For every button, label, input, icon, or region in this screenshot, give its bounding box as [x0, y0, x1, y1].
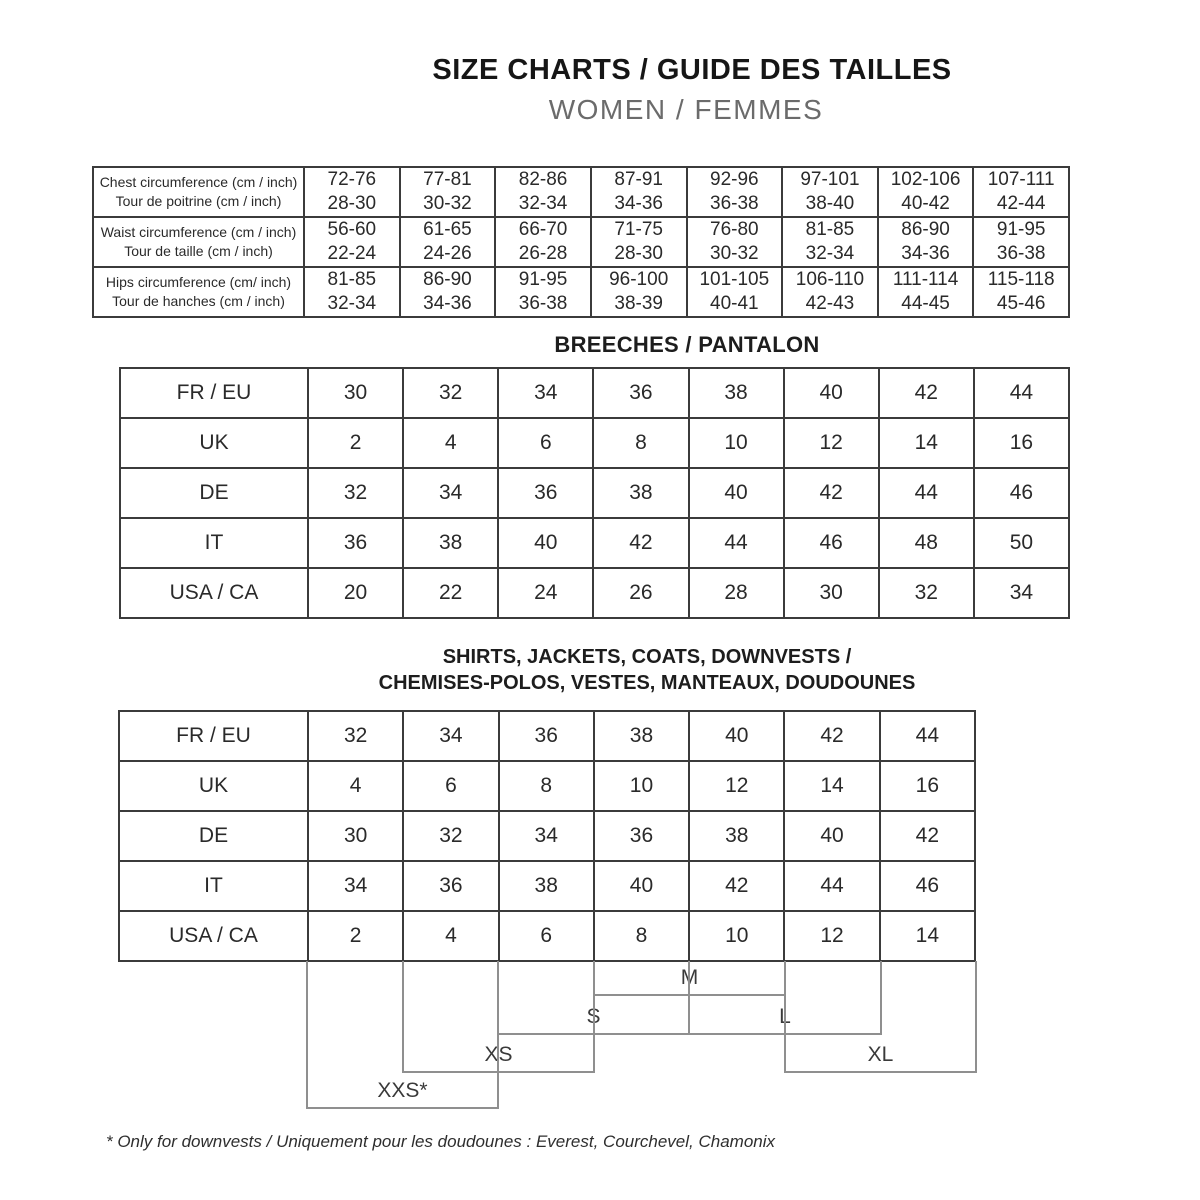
size-cell: [304, 167, 400, 217]
size-row-uk: [119, 761, 975, 811]
size-cell: 8: [499, 761, 594, 811]
size-cell: 12: [689, 761, 784, 811]
size-cell: [591, 217, 687, 267]
size-row-it: [119, 861, 975, 911]
row-label-cell: FR / EU: [120, 368, 308, 418]
size-cell: 30: [308, 811, 403, 861]
size-cell: [591, 167, 687, 217]
cm-value: 82-86: [518, 169, 568, 190]
size-cell: 36: [593, 368, 688, 418]
inch-value: 36-38: [710, 193, 759, 214]
inch-value: 42-43: [805, 293, 855, 314]
cm-value: 91-95: [518, 269, 568, 290]
size-cell: 32: [308, 711, 403, 761]
size-cell: 42: [784, 468, 879, 518]
size-cell: 6: [403, 761, 498, 811]
size-cell: 44: [880, 711, 975, 761]
inch-value: 32-34: [805, 243, 855, 264]
cm-value: 76-80: [710, 219, 759, 240]
size-cell: 12: [784, 418, 879, 468]
size-cell: 42: [879, 368, 974, 418]
measurement-label-cell: [93, 267, 304, 317]
size-row-freu: [119, 711, 975, 761]
inch-value: 40-42: [901, 193, 950, 214]
inch-value: 44-45: [901, 293, 950, 314]
size-cell: 38: [593, 468, 688, 518]
cm-value: 77-81: [423, 169, 472, 190]
size-cell: 36: [594, 811, 689, 861]
inch-value: 36-38: [996, 243, 1046, 264]
inch-value: 40-41: [710, 293, 759, 314]
size-cell: 38: [594, 711, 689, 761]
size-cell: 34: [308, 861, 403, 911]
size-cell: [304, 217, 400, 267]
size-cell: 34: [499, 811, 594, 861]
cm-value: 71-75: [614, 219, 663, 240]
size-row-de: [119, 811, 975, 861]
size-cell: 14: [880, 911, 975, 961]
row-label-cell: FR / EU: [119, 711, 308, 761]
cm-value: 111-114: [892, 269, 959, 290]
measurement-row-waist: [93, 217, 1069, 267]
inch-value: 45-46: [996, 293, 1046, 314]
size-cell: 38: [403, 518, 498, 568]
size-cell: 40: [689, 711, 784, 761]
measurements-table: [92, 166, 1070, 318]
size-cell: 44: [974, 368, 1069, 418]
shirts-heading: [147, 644, 1147, 696]
row-label-cell: USA / CA: [119, 911, 308, 961]
size-cell: 24: [498, 568, 593, 618]
size-cell: 40: [689, 468, 784, 518]
size-cell: 40: [498, 518, 593, 568]
inch-value: 26-28: [518, 243, 568, 264]
size-cell: 50: [974, 518, 1069, 568]
size-cell: 32: [879, 568, 974, 618]
size-cell: 30: [308, 368, 403, 418]
cm-value: 72-76: [327, 169, 377, 190]
cm-value: 86-90: [423, 269, 472, 290]
size-cell: 34: [974, 568, 1069, 618]
measurement-label-cell: [93, 167, 304, 217]
size-cell: [400, 167, 496, 217]
size-row-uk: [120, 418, 1069, 468]
inch-value: 30-32: [423, 193, 472, 214]
size-cell: [878, 217, 974, 267]
size-cell: 42: [689, 861, 784, 911]
inch-value: 30-32: [710, 243, 759, 264]
size-cell: 38: [499, 861, 594, 911]
size-cell: 44: [689, 518, 784, 568]
breeches-heading: BREECHES / PANTALON: [554, 332, 820, 357]
size-cell: [591, 267, 687, 317]
size-cell: 42: [784, 711, 879, 761]
cm-value: 86-90: [901, 219, 950, 240]
inch-value: 34-36: [614, 193, 663, 214]
cm-value: 61-65: [423, 219, 472, 240]
size-cell: [782, 267, 878, 317]
size-cell: 14: [784, 761, 879, 811]
size-cell: [400, 267, 496, 317]
size-cell: [495, 267, 591, 317]
size-cell: 36: [403, 861, 498, 911]
size-row-it: [120, 518, 1069, 568]
size-cell: 10: [689, 418, 784, 468]
shirts-table: [118, 710, 976, 962]
breeches-table: [119, 367, 1070, 619]
size-cell: 32: [403, 811, 498, 861]
cm-value: 97-101: [800, 169, 860, 190]
size-cell: 40: [594, 861, 689, 911]
measurement-row-chest: [93, 167, 1069, 217]
inch-value: 38-40: [805, 193, 855, 214]
size-cell: 46: [974, 468, 1069, 518]
size-cell: 36: [499, 711, 594, 761]
size-cell: 36: [308, 518, 403, 568]
size-cell: 10: [594, 761, 689, 811]
size-cell: 34: [403, 468, 498, 518]
size-row-de: [120, 468, 1069, 518]
cm-value: 115-118: [987, 269, 1055, 290]
size-cell: 4: [308, 761, 403, 811]
size-cell: 36: [498, 468, 593, 518]
footnote: * Only for downvests / Uniquement pour les doudounes : Everest, Courchevel, Chamonix: [106, 1132, 776, 1151]
size-row-usca: [119, 911, 975, 961]
size-cell: [782, 217, 878, 267]
cm-value: 81-85: [805, 219, 855, 240]
size-cell: 46: [784, 518, 879, 568]
size-cell: 40: [784, 811, 879, 861]
size-cell: 42: [593, 518, 688, 568]
size-cell: [973, 267, 1069, 317]
size-cell: 14: [879, 418, 974, 468]
shirts-heading-line1: SHIRTS, JACKETS, COATS, DOWNVESTS /: [442, 646, 852, 668]
size-cell: 22: [403, 568, 498, 618]
bracket-label: L: [779, 1005, 791, 1028]
cm-value: 92-96: [710, 169, 759, 190]
size-cell: 4: [403, 418, 498, 468]
size-cell: 10: [689, 911, 784, 961]
size-cell: 38: [689, 811, 784, 861]
label-fr: Tour de poitrine (cm / inch): [115, 193, 282, 209]
size-cell: [878, 267, 974, 317]
bracket-label: XS: [484, 1043, 513, 1066]
size-cell: 44: [784, 861, 879, 911]
size-cell: [495, 217, 591, 267]
cm-value: 102-106: [890, 169, 961, 190]
size-cell: 32: [403, 368, 498, 418]
inch-value: 28-30: [614, 243, 663, 264]
size-cell: 40: [784, 368, 879, 418]
size-cell: 2: [308, 911, 403, 961]
size-cell: 12: [784, 911, 879, 961]
page-title: SIZE CHARTS / GUIDE DES TAILLES: [432, 54, 952, 86]
size-row-usca: [120, 568, 1069, 618]
size-cell: 42: [880, 811, 975, 861]
size-cell: 6: [498, 418, 593, 468]
size-cell: 30: [784, 568, 879, 618]
inch-value: 28-30: [327, 193, 377, 214]
row-label-cell: DE: [120, 468, 308, 518]
cm-value: 81-85: [327, 269, 377, 290]
shirts-heading-line2: CHEMISES-POLOS, VESTES, MANTEAUX, DOUDOUNES: [378, 672, 916, 694]
bracket-label: XXS*: [377, 1079, 428, 1102]
size-cell: 38: [689, 368, 784, 418]
size-cell: 28: [689, 568, 784, 618]
size-cell: [973, 167, 1069, 217]
size-row-freu: [120, 368, 1069, 418]
inch-value: 38-39: [614, 293, 663, 314]
size-cell: 8: [594, 911, 689, 961]
size-cell: [400, 217, 496, 267]
cm-value: 56-60: [327, 219, 377, 240]
size-cell: 6: [499, 911, 594, 961]
size-cell: 26: [593, 568, 688, 618]
size-bracket-xl: [784, 961, 977, 1073]
bracket-label: XL: [867, 1043, 894, 1066]
size-cell: [687, 167, 783, 217]
size-cell: 48: [879, 518, 974, 568]
row-label-cell: DE: [119, 811, 308, 861]
size-cell: 20: [308, 568, 403, 618]
size-cell: [687, 267, 783, 317]
size-cell: 8: [593, 418, 688, 468]
label-en: Waist circumference (cm / inch): [100, 224, 297, 240]
label-fr: Tour de hanches (cm / inch): [112, 293, 285, 309]
size-cell: [782, 167, 878, 217]
measurement-label-cell: [93, 217, 304, 267]
row-label-cell: IT: [119, 861, 308, 911]
label-fr: Tour de taille (cm / inch): [124, 243, 273, 259]
inch-value: 32-34: [518, 193, 568, 214]
cm-value: 107-111: [987, 169, 1055, 190]
size-cell: 44: [879, 468, 974, 518]
size-cell: [687, 217, 783, 267]
size-cell: [304, 267, 400, 317]
measurement-row-hips: [93, 267, 1069, 317]
cm-value: 91-95: [996, 219, 1046, 240]
cm-value: 106-110: [795, 269, 865, 290]
cm-value: 66-70: [518, 219, 568, 240]
inch-value: 42-44: [996, 193, 1046, 214]
label-en: Chest circumference (cm / inch): [99, 174, 298, 190]
inch-value: 34-36: [901, 243, 950, 264]
size-cell: 16: [974, 418, 1069, 468]
inch-value: 32-34: [327, 293, 377, 314]
size-cell: 2: [308, 418, 403, 468]
cm-value: 96-100: [609, 269, 669, 290]
size-cell: 4: [403, 911, 498, 961]
bracket-label: M: [680, 966, 699, 989]
inch-value: 22-24: [327, 243, 377, 264]
row-label-cell: UK: [120, 418, 308, 468]
cm-value: 101-105: [699, 269, 770, 290]
size-cell: [495, 167, 591, 217]
row-label-cell: IT: [120, 518, 308, 568]
size-cell: 46: [880, 861, 975, 911]
inch-value: 36-38: [518, 293, 568, 314]
inch-value: 24-26: [423, 243, 472, 264]
bracket-label: S: [586, 1005, 601, 1028]
size-cell: 16: [880, 761, 975, 811]
inch-value: 34-36: [423, 293, 472, 314]
size-cell: [878, 167, 974, 217]
row-label-cell: USA / CA: [120, 568, 308, 618]
page-subtitle: WOMEN / FEMMES: [548, 94, 824, 125]
label-en: Hips circumference (cm/ inch): [105, 274, 292, 290]
size-cell: 34: [498, 368, 593, 418]
row-label-cell: UK: [119, 761, 308, 811]
size-cell: 32: [308, 468, 403, 518]
size-cell: 34: [403, 711, 498, 761]
size-cell: [973, 217, 1069, 267]
size-bracket-xxs: [306, 961, 499, 1109]
cm-value: 87-91: [614, 169, 663, 190]
